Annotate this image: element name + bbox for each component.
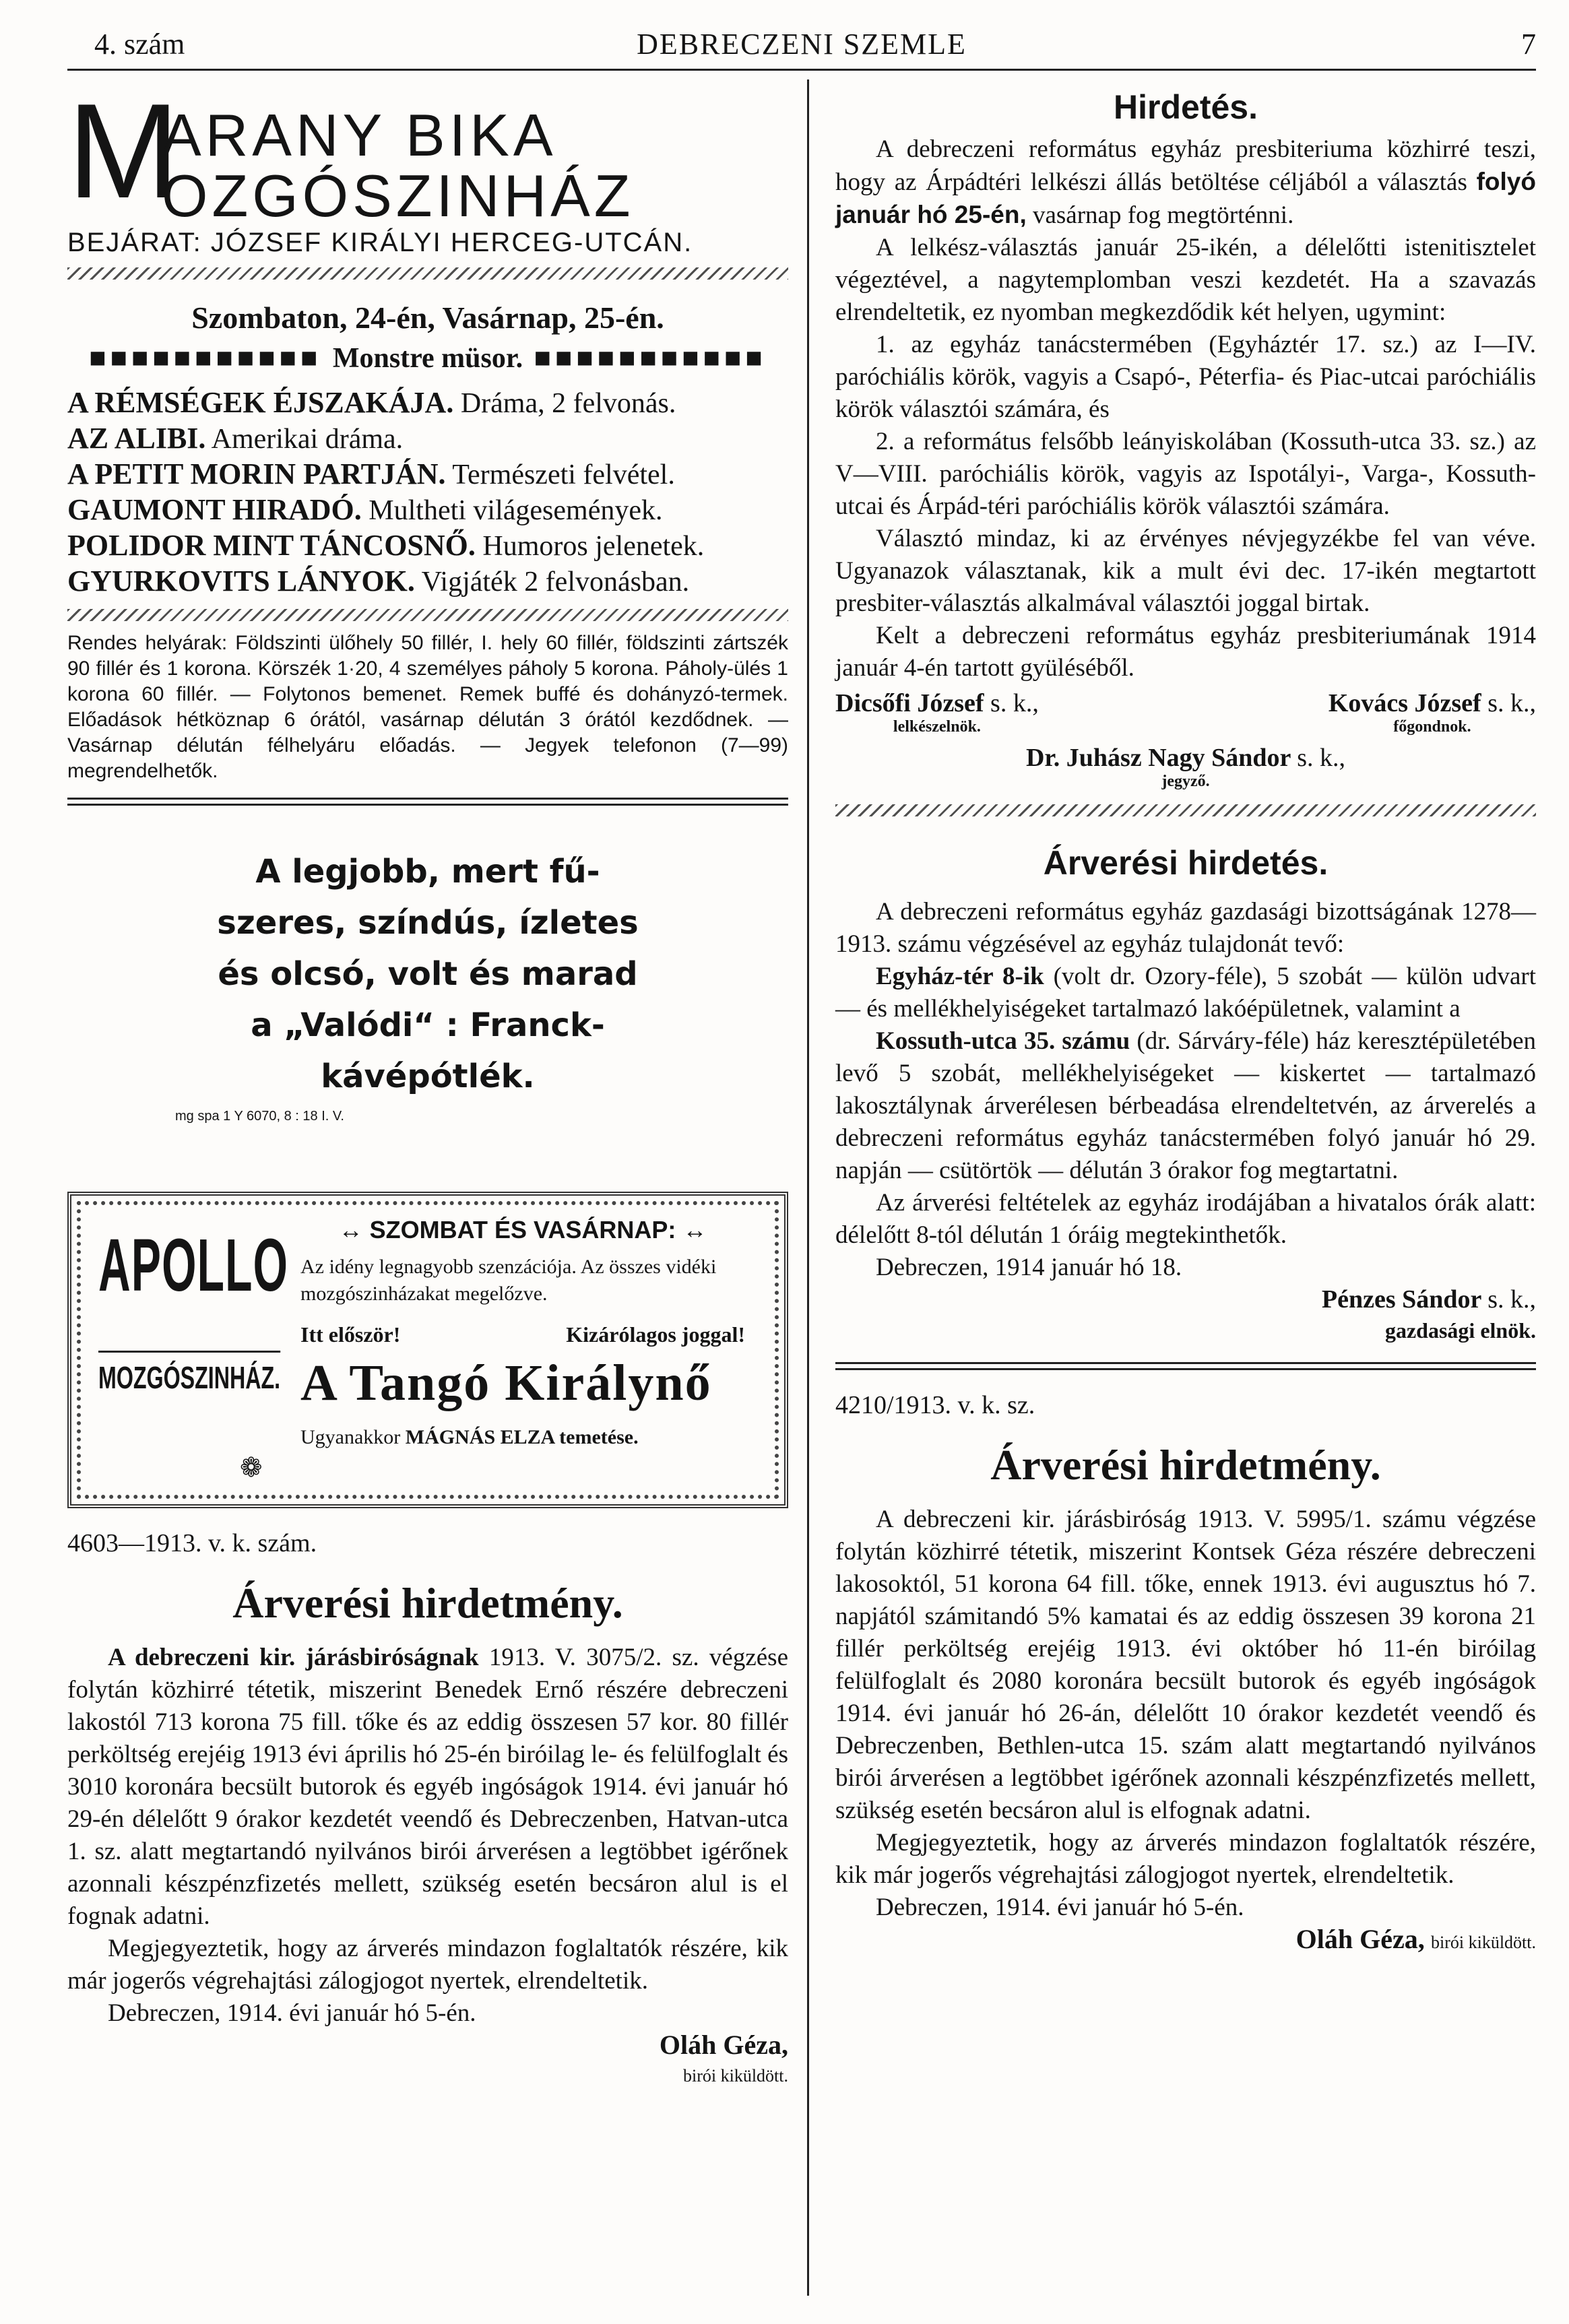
apollo-description: Az idény legnagyobb szenzációja. Az összes vidéki mozgószinházakat megelőzve. xyxy=(300,1256,717,1305)
church-auction-item: Kossuth-utca 35. számu (dr. Sárváry-féle) ház keresztépületében levő 5 szobát, mellékhelyiségeket — kiskertet — tartalmazó lakosztálynak árverélesen bérbeadása elrendeltetvén, az árverelés a debreczeni református egyház tanácstermében folyó január hó 29. napján — csütörtök — délután 3 órakor fog megtartatni. xyxy=(835,1027,1536,1184)
notice-paragraph: A lelkész-választás január 25-ikén, a délelőtti istenitisztelet végeztével, a nagytemplomban veszi kezdetét. Ha a szavazás elrendeltetik, ez nyomban megkezdődik két helyen, ugymint: xyxy=(835,234,1536,326)
apollo-tagline: Itt először! Kizárólagos joggal! xyxy=(300,1322,745,1347)
apollo-also: Ugyanakkor MÁGNÁS ELZA temetése. xyxy=(300,1426,639,1448)
ornament-icon: ❁ xyxy=(240,1452,263,1483)
column-rule xyxy=(807,79,809,2296)
program-item: AZ ALIBI. Amerikai dráma. xyxy=(67,422,404,455)
left-column xyxy=(67,76,788,2092)
franck-line: és olcsó, volt és marad xyxy=(218,955,638,993)
auction-note: Megjegyeztetik, hogy az árverés mindazon foglaltatók részére, kik már jogerős végrehajtási zálogjogot nyertek, elrendeltetik. xyxy=(835,1829,1536,1889)
signature: Kovács József s. k., főgondnok. xyxy=(1328,689,1536,736)
franck-line: A legjobb, mert fű- xyxy=(255,853,600,891)
page-header xyxy=(67,27,1536,67)
monstre-label: Monstre müsor. xyxy=(332,343,523,374)
issue-number: 4. szám xyxy=(94,28,185,61)
double-rule xyxy=(835,1362,1536,1370)
church-auction-item: Egyház-tér 8-ik (volt dr. Ozory-féle), 5 szobát — külön udvart — és mellékhelyiségeket tartalmazó lakóépületnek, valamint a xyxy=(835,963,1536,1023)
program-item: POLIDOR MINT TÁNCOSNŐ. Humoros jelenetek. xyxy=(67,529,705,562)
notice-heading: Hirdetés. xyxy=(1114,88,1258,126)
auction-left xyxy=(67,1528,788,2092)
franck-line: a „Valódi“ : Franck- xyxy=(251,1006,605,1044)
church-auction-date: Debreczen, 1914 január hó 18. xyxy=(876,1254,1182,1281)
franck-line: szeres, színdús, ízletes xyxy=(217,904,639,942)
notice-paragraph: Kelt a debreczeni református egyház presbiteriumának 1914 január 4-én tartott gyüléséből. xyxy=(835,622,1536,682)
apollo-film-title: A Tangó Királynő xyxy=(300,1355,712,1411)
church-auction xyxy=(835,843,1536,1370)
auction-signer: Oláh Géza, xyxy=(659,2030,788,2060)
franck-line: kávépótlék. xyxy=(321,1058,535,1095)
notice-paragraph: 1. az egyház tanácstermében (Egyháztér 17. sz.) az I—IV. paróchiális körök, vagyis a Csapó-, Péterfia- és Piac-utcai paróchiális körök választói számára, és xyxy=(835,331,1536,423)
church-auction-paragraph: Az árverési feltételek az egyház irodájában a hivatalos órák alatt: délelőtt 8-tól délután 1 óráig megtekinthetők. xyxy=(835,1189,1536,1249)
church-auction-role: gazdasági elnök. xyxy=(1384,1318,1536,1343)
signature: Dicsőfi József s. k., lelkészelnök. xyxy=(835,689,1039,736)
apollo-name: APOLLO xyxy=(98,1224,289,1307)
signature-role: jegyző. xyxy=(1161,773,1210,790)
notice-paragraph: Választó mindaz, ki az érvényes névjegyzékbe fel van véve. Ugyanazok választanak, kik a mult évi dec. 17-ikén megtartott presbiter-választás alkalmával választói joggal birtak. xyxy=(835,525,1536,617)
double-rule xyxy=(67,798,788,806)
church-auction-heading: Árverési hirdetés. xyxy=(1043,844,1328,882)
cinema-name-line2: OZGÓSZINHÁZ xyxy=(162,162,635,229)
cinema-name-line1: ARANY BIKA xyxy=(162,102,557,168)
cinema-entrance: BEJÁRAT: JÓZSEF KIRÁLYI HERCEG-UTCÁN. xyxy=(67,228,693,257)
header-rule xyxy=(67,69,1536,71)
auction-signer: Oláh Géza, birói kiküldött. xyxy=(1295,1924,1536,1954)
wavy-divider xyxy=(67,609,788,621)
auction-note: Megjegyeztetik, hogy az árverés mindazon foglaltatók részére, kik már jogerős végrehajtási zálogjogot nyertek, elrendeltetik. xyxy=(67,1935,788,1995)
auction-heading: Árverési hirdetmény. xyxy=(232,1579,623,1627)
auction-right xyxy=(835,1390,1536,1958)
apollo-subtitle: MOZGÓSZINHÁZ. xyxy=(98,1351,280,1396)
program-item: GAUMONT HIRADÓ. Multheti világesemények. xyxy=(67,493,663,526)
cinema-prices: Rendes helyárak: Földszinti ülőhely 50 fillér, I. hely 60 fillér, földszinti zártszék 90 fillér és 1 korona. Körszék 1·20, 4 személyes páholy 5 korona. Páholy-ülés 1 korona 60 fillér. — Folytonos bemenet. Remek buffé és dohányzó-termek. Előadások hétköznap 6 órától, vasárnap délután 3 órától kezdődnek. — Vasárnap délután félhelyáru előadás. — Jegyek telefonon (7—99) megrendelhetők. xyxy=(67,632,788,782)
cinema-ad xyxy=(67,76,788,806)
church-auction-paragraph: A debreczeni református egyház gazdasági bizottságának 1278—1913. számu végzésével az egyház tulajdonát tevő: xyxy=(835,898,1536,958)
auction-signer-role: birói kiküldött. xyxy=(683,2066,788,2086)
right-column xyxy=(835,88,1536,1958)
case-number: 4603—1913. v. k. szám. xyxy=(67,1529,317,1557)
signature: Dr. Juhász Nagy Sándor s. k., xyxy=(1025,744,1346,772)
apollo-heading: ↔ SZOMBAT ÉS VASÁRNAP: ↔ xyxy=(338,1216,707,1244)
cinema-days: Szombaton, 24-én, Vasárnap, 25-én. xyxy=(191,300,664,335)
auction-heading: Árverési hirdetmény. xyxy=(990,1441,1381,1489)
notice-signatures xyxy=(835,688,1536,736)
notice-paragraph: 2. a református felsőbb leányiskolában (Kossuth-utca 33. sz.) az V—VIII. paróchiális körök, vagyis az Ispotályi-, Varga-, Kossuth-utcai és Árpád-téri paróchiális körök választói számára. xyxy=(835,428,1536,520)
church-auction-signer: Pénzes Sándor s. k., xyxy=(1321,1285,1536,1314)
newspaper-title: DEBRECZENI SZEMLE xyxy=(637,28,967,61)
program-item: A RÉMSÉGEK ÉJSZAKÁJA. Dráma, 2 felvonás. xyxy=(67,386,676,419)
cinema-drop-letter: M xyxy=(67,76,180,226)
notice-paragraph: A debreczeni református egyház presbiteriuma közhirré teszi, hogy az Árpádtéri lelkészi állás betöltése céljából a választás folyó január hó 25-én, vasárnap fog megtörténni. xyxy=(835,135,1536,229)
election-notice xyxy=(835,88,1536,816)
auction-body: A debreczeni kir. járásbiróság 1913. V. 5995/1. számu végzése folytán közhirré tétetik, miszerint Kontsek Géza részére debreczeni lakosoktól, 51 korona 64 fill. tőke, ennek 1913. évi augusztus hó 7. napjától számitandó 5% kamatai és az eddig összesen 39 korona 21 fillér perköltség erejéig 1913. évi október hó 11-én biróilag felülfoglalt és 2080 koronára becsült butorok és egyéb ingóságok 1914. évi január hó 26-án, délelőtt 10 órakor kezdetét veendő és Debreczenben, Bethlen-utca 15. szám alatt megtartandó nyilvános birói árverésen a legtöbbet igérőnek azonnali készpénzfizetés mellett, szükség esetén becsáron alul is elfognak adatni. xyxy=(835,1506,1536,1824)
page-number: 7 xyxy=(1521,28,1536,61)
auction-body: A debreczeni kir. járásbiróságnak 1913. V. 3075/2. sz. végzése folytán közhirré tétetik, miszerint Benedek Ernő részére debreczeni lakostól 713 korona 75 fill. tőke és az eddig összesen 57 kor. 80 fillér perköltség erejéig 1913 évi április hó 25-én biróilag le- és felülfoglalt és 3010 koronára becsült butorok és egyéb ingóságok 1914. évi január hó 29-én délelőtt 9 órakor kezdetét veendő és Debreczenben, Hatvan-utca 1. sz. alatt megtartandó nyilvános birói árverésen a legtöbbet igérőnek azonnali készpénzfizetés mellett, szükség esetén becsáron alul is el fognak adatni. xyxy=(67,1644,788,1930)
wavy-divider xyxy=(67,267,788,280)
cinema-monstre: ■■■■■■■■■■■ Monstre müsor. ■■■■■■■■■■■ xyxy=(89,343,767,374)
wavy-divider xyxy=(835,804,1536,816)
program-item: GYURKOVITS LÁNYOK. Vigjáték 2 felvonásban. xyxy=(67,564,690,598)
auction-date: Debreczen, 1914. évi január hó 5-én. xyxy=(876,1894,1244,1921)
cinema-program xyxy=(67,385,788,600)
auction-date: Debreczen, 1914. évi január hó 5-én. xyxy=(108,1999,476,2027)
franck-code: mg spa 1 Y 6070, 8 : 18 I. V. xyxy=(175,1109,344,1124)
franck-ad xyxy=(67,846,788,1124)
case-number: 4210/1913. v. k. sz. xyxy=(835,1391,1035,1419)
apollo-ad xyxy=(67,1192,788,1508)
program-item: A PETIT MORIN PARTJÁN. Természeti felvétel. xyxy=(67,457,675,490)
